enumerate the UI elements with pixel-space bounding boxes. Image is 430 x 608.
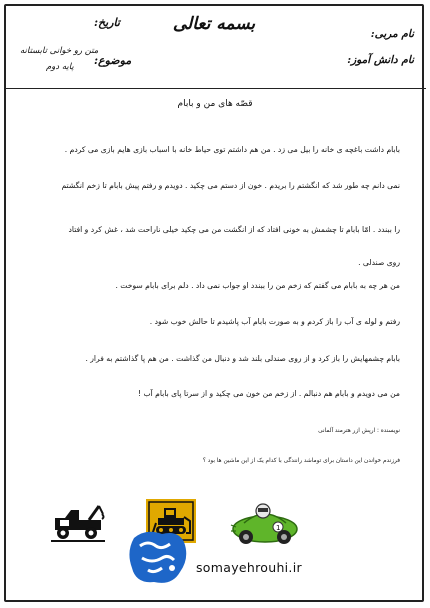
story-line: رفتم و لوله ی آب را باز کردم و به صورت بابام آب پاشیدم تا حالش خوب شود . [149,317,400,326]
subject-value-line1: متن رو خوانی تابستانه [20,46,99,56]
story-line: نمی دانم چه طور شد که انگشتم را بریدم . خون از دستم می چکید . دویدم و رفتم پیش بابام تا زخم انگشتم [61,181,400,190]
header-title: بسمه تعالی [172,14,256,34]
story-line: من می دویدم و بابام هم دنبالم . از زخم من خون می چکید و از سرتا پای بابام آب ! [138,389,400,398]
story-author: نویسنده : ارپش ازر هترمند آلمانی [318,428,400,434]
race-car-icon [230,497,300,549]
date-label: تاریخ: [94,16,120,29]
teacher-label: نام مربی: [370,28,414,40]
story-line: من هر چه به بابام می گفتم که زخم من را ببندد او جواب نمی داد . دلم برای بابام سوخت . [115,281,400,290]
story-line: روی صندلی . [358,258,400,267]
site-logo-icon [126,528,190,588]
story-question: فرزندم خواندن این داستان برای توماشد رانندگی با کدام یک از این ماشین ها بود ؟ [202,458,400,464]
subject-label: موضوع: [94,54,132,67]
worksheet-header [6,6,422,90]
subject-value-line2: پایه دوم [46,62,74,72]
header-divider [4,88,426,89]
story-title: قصّه های من و بابام [177,99,253,109]
story-line: بابام چشمهایش را باز کرد و از روی صندلی بلند شد و دنبال من گذاشت . من هم پا گذاشتم به فرار . [85,354,400,363]
tow-truck-icon [49,500,107,548]
svg-text:1: 1 [276,524,281,532]
story-line: را ببندد . امّا بابام تا چشمش به خونی افتاد که از انگشت من می چکید خیلی ناراحت شد ، غش کرد و افتاد [68,225,400,234]
story-line: بابام داشت باغچه ی خانه را بیل می زد . من هم داشتم توی حیاط خانه با اسباب بازی هایم بازی می کردم . [64,145,400,154]
website-url: somayehrouhi.ir [196,560,302,575]
student-label: نام دانش آموز: [347,54,414,66]
